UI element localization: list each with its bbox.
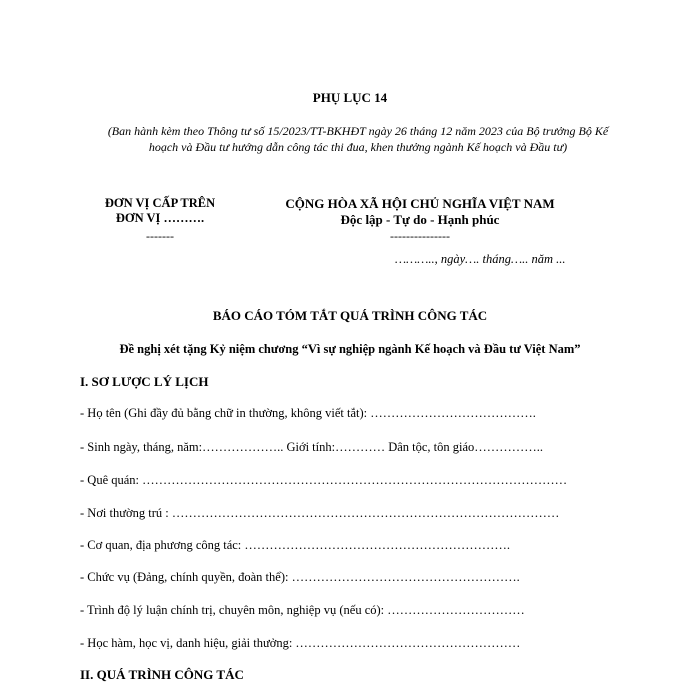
field-birth-gender-ethnicity: - Sinh ngày, tháng, năm:……………….. Giới tính:………… Dân tộc, tôn giáo…………….. [80,440,544,454]
appendix-title: PHỤ LỤC 14 [312,90,388,105]
field-residence: - Nơi thường trú : ………………………………………………………………………………… [80,506,560,520]
field-hometown: - Quê quán: ………………………………………………………………………………………… [80,473,568,487]
section-2-title: II. QUÁ TRÌNH CÔNG TÁC [80,667,244,682]
place-date-line: ……….., ngày…. tháng….. năm ... [395,252,566,266]
national-heading [270,196,570,228]
report-title: BÁO CÁO TÓM TẮT QUÁ TRÌNH CÔNG TÁC [212,308,488,323]
field-workplace: - Cơ quan, địa phương công tác: ………………………………………………………. [80,538,511,552]
issuing-unit-block [80,196,240,226]
unit-label: ĐƠN VỊ ………. [115,211,205,225]
parent-unit-label: ĐƠN VỊ CẤP TRÊN [104,196,216,210]
field-position: - Chức vụ (Đảng, chính quyền, đoàn thể): ………………………………………………. [80,570,520,584]
field-academic-titles: - Học hàm, học vị, danh hiệu, giải thưởng: ……………………………………………… [80,636,521,650]
field-qualification: - Trình độ lý luận chính trị, chuyên môn, nghiệp vụ (nếu có): …………………………… [80,603,525,617]
motto-divider: --------------- [390,229,450,243]
unit-divider: ------- [146,229,174,243]
section-1-title: I. SƠ LƯỢC LÝ LỊCH [80,374,209,389]
issued-note: (Ban hành kèm theo Thông tư số 15/2023/TT-BKHĐT ngày 26 tháng 12 năm 2023 của Bộ trưởng Bộ Kế hoạch và Đầu tư hướng dẫn công tác thi đua, khen thưởng ngành Kế hoạch và Đầu tư) [107,124,609,154]
national-motto: Độc lập - Tự do - Hạnh phúc [340,212,500,227]
country-name: CỘNG HÒA XÃ HỘI CHỦ NGHĨA VIỆT NAM [285,196,555,211]
report-subtitle: Đề nghị xét tặng Kỷ niệm chương “Vì sự nghiệp ngành Kế hoạch và Đầu tư Việt Nam” [119,342,581,356]
field-full-name: - Họ tên (Ghi đầy đủ bằng chữ in thường, không viết tắt): …………………………………. [80,406,536,420]
